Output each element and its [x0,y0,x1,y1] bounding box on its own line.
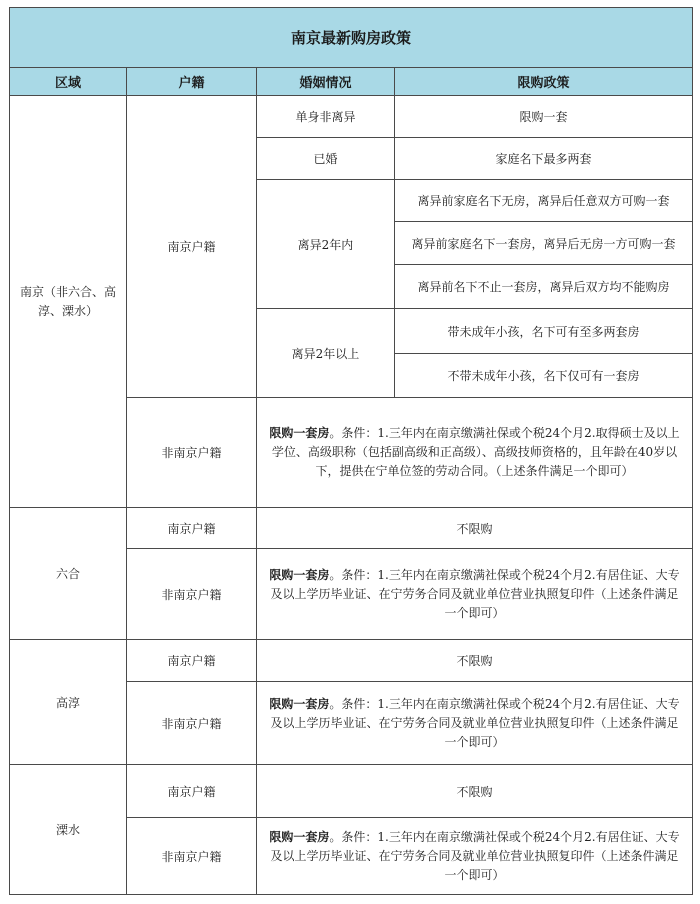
policy-div-within-2: 离异前家庭名下一套房，离异后无房一方可购一套 [395,222,693,265]
table-row [10,508,693,549]
marital-single: 单身非离异 [257,96,395,138]
region-label: 南京（非六合、高淳、溧水） [19,284,116,318]
marital-married: 已婚 [257,138,395,180]
marital-divorced-over-2y: 离异2年以上 [257,309,395,398]
header-hukou: 户籍 [127,68,257,96]
policy-liuhe-nonlocal [257,549,693,640]
policy-div-within-1: 离异前家庭名下无房，离异后任意双方可购一套 [395,180,693,222]
policy-text: 。条件：1.三年内在南京缴满社保或个税24个月2.取得硕士及以上学位、高级职称（包括副高级和正高级）、高级技师资格的，且年龄在40岁以下，提供在宁单位签的劳动合同。（上述条件满足一个即可） [271,426,680,478]
region-liuhe: 六合 [10,508,127,640]
marital-divorced-within-2y: 离异2年内 [257,180,395,309]
policy-table-wrapper [9,7,692,903]
hukou-nanjing-local: 南京户籍 [127,96,257,398]
header-region: 区域 [10,68,127,96]
policy-nanjing-nonlocal [257,398,693,508]
header-policy: 限购政策 [395,68,693,96]
policy-lishui-nonlocal [257,818,693,895]
policy-div-over-2: 不带未成年小孩，名下仅可有一套房 [395,354,693,398]
policy-married: 家庭名下最多两套 [395,138,693,180]
policy-div-within-3: 离异前名下不止一套房，离异后双方均不能购房 [395,265,693,309]
hukou-gaochun-local: 南京户籍 [127,640,257,682]
policy-gaochun-local: 不限购 [257,640,693,682]
policy-text: 。条件：1.三年内在南京缴满社保或个税24个月2.有居住证、大专及以上学历毕业证、在宁劳务合同及就业单位营业执照复印件（上述条件满足一个即可） [270,567,680,620]
policy-text: 。条件：1.三年内在南京缴满社保或个税24个月2.有居住证、大专及以上学历毕业证、在宁劳务合同及就业单位营业执照复印件（上述条件满足一个即可） [270,829,680,882]
table-row [10,96,693,138]
page-title: 南京最新购房政策 [10,8,693,68]
table-row [10,640,693,682]
policy-bold: 限购一套房 [269,829,330,844]
hukou-lishui-local: 南京户籍 [127,765,257,818]
region-lishui: 溧水 [10,765,127,895]
policy-div-over-1: 带未成年小孩，名下可有至多两套房 [395,309,693,354]
policy-bold: 限购一套房 [269,426,330,440]
policy-gaochun-nonlocal [257,682,693,765]
policy-liuhe-local: 不限购 [257,508,693,549]
hukou-lishui-nonlocal: 非南京户籍 [127,818,257,895]
header-row [10,68,693,96]
hukou-gaochun-nonlocal: 非南京户籍 [127,682,257,765]
header-marital: 婚姻情况 [257,68,395,96]
hukou-liuhe-nonlocal: 非南京户籍 [127,549,257,640]
hukou-liuhe-local: 南京户籍 [127,508,257,549]
region-gaochun: 高淳 [10,640,127,765]
hukou-nanjing-nonlocal: 非南京户籍 [127,398,257,508]
policy-text: 。条件：1.三年内在南京缴满社保或个税24个月2.有居住证、大专及以上学历毕业证、在宁劳务合同及就业单位营业执照复印件（上述条件满足一个即可） [270,696,680,749]
policy-lishui-local: 不限购 [257,765,693,818]
policy-bold: 限购一套房 [269,567,330,582]
region-nanjing [10,96,127,508]
policy-table [9,7,693,895]
policy-single: 限购一套 [395,96,693,138]
policy-bold: 限购一套房 [269,696,330,711]
table-row [10,765,693,818]
